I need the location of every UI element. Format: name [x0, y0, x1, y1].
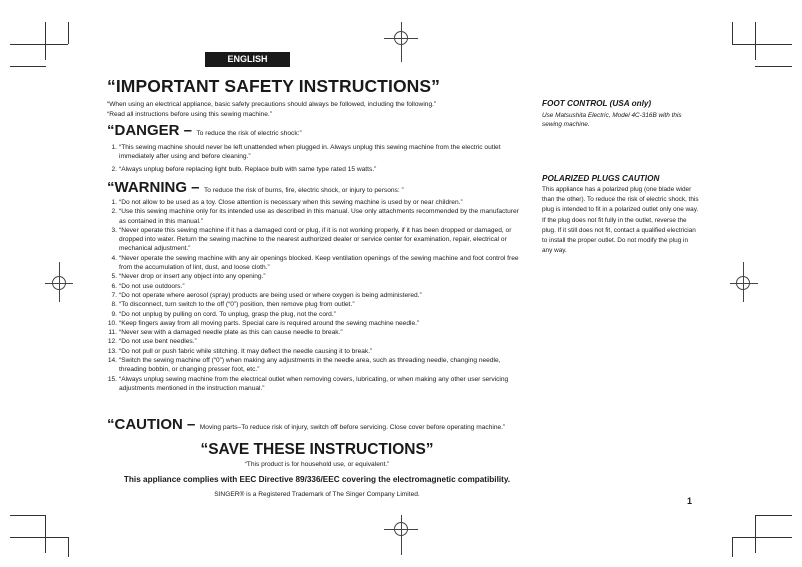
warning-heading-row — [107, 179, 404, 197]
caution-heading-row — [107, 416, 505, 434]
intro-text — [107, 100, 527, 119]
danger-list — [106, 143, 526, 177]
warning-list — [106, 198, 526, 393]
danger-subtitle: To reduce the risk of electric shock:” — [196, 130, 302, 137]
caution-subtitle: Moving parts–To reduce risk of injury, switch off before servicing. Close cover before operating machine.” — [199, 424, 506, 431]
list-item: 5. “Never drop or insert any object into any opening.” — [111, 273, 266, 281]
list-item: 13. “Do not pull or push fabric while stitching. It may deflect the needle causing it to break.” — [107, 347, 373, 355]
list-item: 15. “Always unplug sewing machine from the electrical outlet when removing covers, lubricating, or when making any other user servicing adjustments mentioned in the instruction manual.” — [107, 375, 509, 392]
intro-line-1: “When using an electrical appliance, basic safety precautions should always be followed, including the following.” — [107, 101, 437, 108]
page-number: 1 — [687, 496, 693, 506]
polarized-plugs-heading: POLARIZED PLUGS CAUTION — [542, 174, 660, 183]
page-title: “IMPORTANT SAFETY INSTRUCTIONS” — [107, 76, 441, 96]
warning-subtitle: To reduce the risk of burns, fire, electric shock, or injury to persons: ” — [203, 187, 404, 194]
list-item: 1. “This sewing machine should never be left unattended when plugged in. Always unplug this sewing machine from the electric outlet immediately after using and before cleaning.” — [111, 144, 501, 161]
caution-heading: “CAUTION – — [107, 416, 196, 433]
polarized-plugs-text: This appliance has a polarized plug (one blade wider than the other). To reduce the risk of electric shock, this plug is intended to fit in a polarized outlet only one way. If the plug does not fit fully in the outlet, reverse the plug. If it still does not fit, contact a qualified electrician to install the proper outlet. Do not modify the plug in any way. — [542, 186, 699, 255]
eec-compliance-notice: This appliance complies with EEC Directive 89/336/EEC covering the electromagnetic compatibility. — [123, 475, 511, 484]
trademark-notice: SINGER® is a Registered Trademark of The Singer Company Limited. — [214, 491, 420, 498]
warning-heading: “WARNING – — [107, 179, 200, 196]
list-item: 1. “Do not allow to be used as a toy. Close attention is necessary when this sewing machine is used by or near children.” — [111, 199, 463, 206]
list-item: 14. “Switch the sewing machine off (“0”) when making any adjustments in the needle area, such as threading needle, changing needle, threading bobbin, or changing presser foot, etc.” — [107, 357, 501, 374]
foot-control-heading: FOOT CONTROL (USA only) — [542, 99, 652, 108]
list-item: 6. “Do not use outdoors.” — [111, 282, 185, 290]
save-instructions-heading: “SAVE THESE INSTRUCTIONS” — [200, 441, 434, 458]
list-item: 8. “To disconnect, turn switch to the off (“0”) position, then remove plug from outlet.” — [111, 301, 355, 309]
foot-control-text: Use Matsushita Electric, Model 4C-316B with this sewing machine. — [542, 112, 682, 129]
language-tab: ENGLISH — [205, 52, 290, 67]
danger-heading-row — [107, 122, 302, 140]
list-item: 2. “Always unplug before replacing light bulb. Replace bulb with same type rated 15 watts.” — [111, 165, 377, 173]
list-item: 2. “Use this sewing machine only for its intended use as described in this manual. Use only attachments recommended by the manufacturer as contained in this manual.” — [111, 208, 519, 225]
list-item: 9. “Do not unplug by pulling on cord. To unplug, grasp the plug, not the cord.” — [111, 310, 336, 318]
list-item: 10. “Keep fingers away from all moving parts. Special care is required around the sewing machine needle.” — [107, 319, 420, 327]
list-item: 3. “Never operate this sewing machine if it has a damaged cord or plug, if it is not working properly, if it has been dropped or damaged, or dropped into water. Return the sewing machine to the nearest authorized dealer or service center for examination, repair, electrical or mechanical adjustment.” — [111, 226, 512, 253]
list-item: 12. “Do not use bent needles.” — [107, 338, 197, 346]
household-use-note: “This product is for household use, or equivalent.” — [244, 461, 390, 468]
intro-line-2: “Read all instructions before using this sewing machine.” — [107, 110, 272, 118]
list-item: 7. “Do not operate where aerosol (spray) products are being used or where oxygen is being administered.” — [111, 291, 422, 299]
list-item: 4. “Never operate the sewing machine with any air openings blocked. Keep ventilation openings of the sewing machine and foot control free from the accumulation of lint, dust, and loose cloth.” — [111, 254, 519, 272]
danger-heading: “DANGER – — [107, 122, 193, 139]
list-item: 11. “Never sew with a damaged needle plate as this can cause needle to break.” — [108, 329, 343, 337]
